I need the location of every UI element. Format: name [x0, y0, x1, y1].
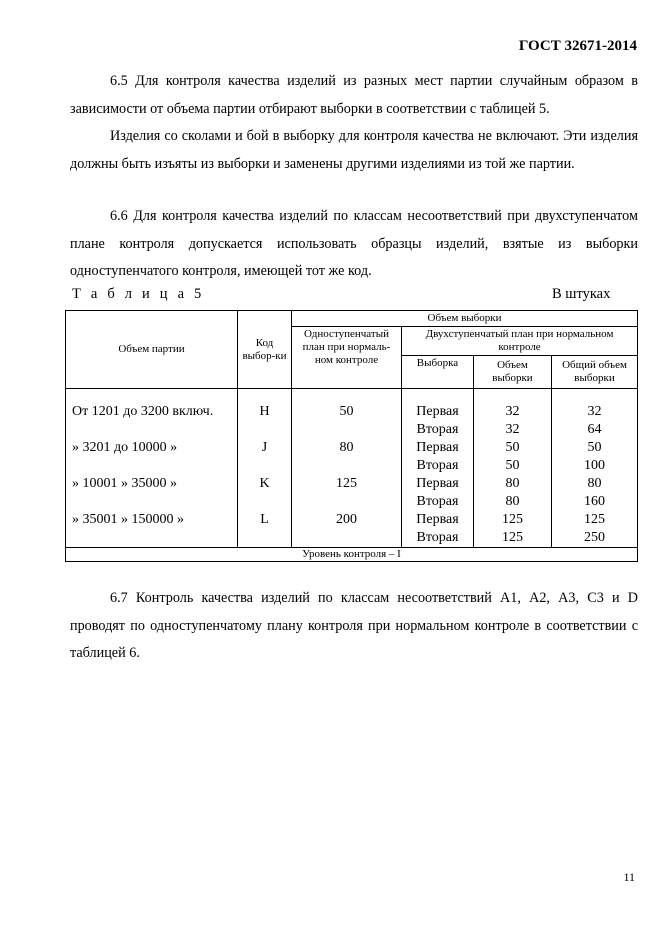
lot-size-column: [66, 389, 238, 548]
sample-cell: Вторая: [416, 530, 459, 545]
sample-cell: Вторая: [416, 422, 459, 437]
total-volume-cell: 80: [587, 476, 602, 491]
sample-cell: Вторая: [416, 458, 459, 473]
lot-size-cell: » 10001 » 35000 »: [72, 476, 177, 491]
volume-column: [474, 389, 552, 548]
header-double-stage: Двухступенчатый план при нормальном контроле: [402, 327, 638, 356]
single-stage-column: [292, 389, 402, 548]
single-stage-cell: 200: [336, 512, 357, 527]
volume-cell: 32: [505, 422, 520, 437]
standard-code: ГОСТ 32671-2014: [518, 38, 637, 54]
code-cell: K: [259, 476, 270, 491]
header-sample: Выборка: [402, 356, 474, 389]
total-volume-cell: 64: [587, 422, 602, 437]
volume-cell: 32: [505, 404, 520, 419]
total-volume-cell: 50: [587, 440, 602, 455]
total-volume-column: [552, 389, 638, 548]
control-level-footer: Уровень контроля – I: [66, 548, 638, 562]
lot-size-cell: » 3201 до 10000 »: [72, 440, 178, 455]
total-volume-cell: 160: [584, 494, 606, 509]
header-single-stage: Одноступенчатый план при нормаль-ном контроле: [292, 327, 402, 389]
volume-cell: 80: [505, 476, 520, 491]
header-volume: Объем выборки: [474, 356, 552, 389]
single-stage-cell: 50: [339, 404, 354, 419]
total-volume-cell: 250: [584, 530, 606, 545]
code-column: [238, 389, 292, 548]
paragraph-6-6: 6.6 Для контроля качества изделий по классам несоответствий при двухступенчатом плане контроля допускается использовать образцы изделий, взятые из выборки одноступенчатого контроля, имеющей тот же код.: [70, 208, 638, 279]
paragraph-6-7: 6.7 Контроль качества изделий по классам несоответствий А1, А2, А3, С3 и D проводят по одноступенчатому плану контроля при нормальном контроле в соответствии с таблицей 6.: [70, 590, 638, 661]
code-cell: H: [259, 404, 270, 419]
page-number: 11: [623, 870, 635, 884]
paragraph-6-5-b: Изделия со сколами и бой в выборку для контроля качества не включают. Эти изделия должны быть изъяты из выборки и заменены другими изделиями из той же партии.: [70, 128, 638, 172]
total-volume-cell: 32: [587, 404, 602, 419]
table-unit: В штуках: [552, 286, 611, 302]
volume-cell: 50: [505, 458, 520, 473]
lot-size-cell: От 1201 до 3200 включ.: [72, 404, 214, 419]
header-code: Код выбор-ки: [238, 311, 292, 389]
paragraph-6-5: 6.5 Для контроля качества изделий из разных мест партии случайным образом в зависимости от объема партии отбирают выборки в соответствии с таблицей 5.: [70, 73, 638, 117]
table-caption: Т а б л и ц а 5: [72, 286, 205, 302]
volume-cell: 50: [505, 440, 520, 455]
sample-size-table: [65, 310, 638, 562]
sample-cell: Первая: [416, 512, 459, 527]
total-volume-cell: 100: [584, 458, 606, 473]
header-total-volume: Общий объем выборки: [552, 356, 638, 389]
sample-cell: Вторая: [416, 494, 459, 509]
sample-cell: Первая: [416, 404, 459, 419]
single-stage-cell: 125: [336, 476, 357, 491]
code-cell: L: [260, 512, 269, 527]
volume-cell: 80: [505, 494, 520, 509]
volume-cell: 125: [502, 530, 523, 545]
lot-size-cell: » 35001 » 150000 »: [72, 512, 184, 527]
sample-cell: Первая: [416, 476, 459, 491]
sample-column: [402, 389, 474, 548]
total-volume-cell: 125: [584, 512, 606, 527]
header-sample-volume: Объем выборки: [292, 311, 638, 327]
single-stage-cell: 80: [339, 440, 354, 455]
volume-cell: 125: [502, 512, 523, 527]
code-cell: J: [261, 440, 268, 455]
sample-cell: Первая: [416, 440, 459, 455]
header-lot-size: Объем партии: [66, 311, 238, 389]
